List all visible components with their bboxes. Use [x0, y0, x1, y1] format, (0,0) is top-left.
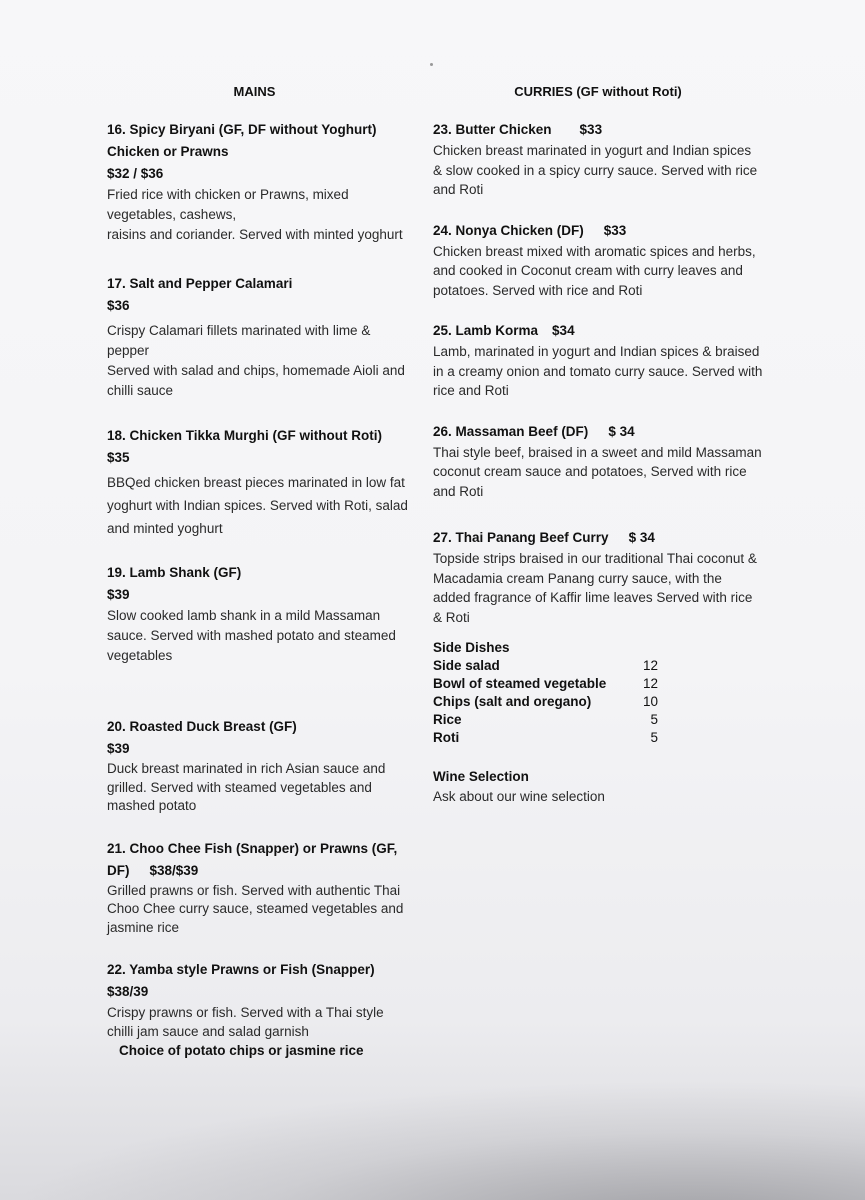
side-dish-price: 10	[642, 694, 658, 709]
side-dish-row	[433, 711, 660, 729]
item-description: Crispy prawns or fish. Served with a Thai style chilli jam sauce and salad garnish	[107, 1005, 384, 1039]
menu-item	[107, 273, 412, 401]
menu-item	[107, 562, 412, 666]
item-name	[107, 838, 412, 882]
item-price: $39	[107, 587, 130, 602]
item-description: BBQed chicken breast pieces marinated in low fat yoghurt with Indian spices. Served with Roti, salad and minted yoghurt	[107, 475, 408, 536]
wine-heading: Wine Selection	[433, 769, 529, 784]
side-dish-price: 5	[650, 730, 658, 745]
item-name	[433, 527, 763, 549]
side-dish-name: Rice	[433, 712, 462, 727]
item-description: Chicken breast marinated in yogurt and Indian spices & slow cooked in a spicy curry sauce. Served with rice and Roti	[433, 143, 758, 197]
menu-item	[433, 527, 763, 627]
item-description: Lamb, marinated in yogurt and Indian spices & braised in a creamy onion and tomato curry sauce. Served with rice and Roti	[433, 344, 763, 398]
curries-heading: CURRIES (GF without Roti)	[514, 84, 682, 99]
item-name	[433, 421, 763, 443]
item-description: Slow cooked lamb shank in a mild Massaman sauce. Served with mashed potato and steamed vegetables	[107, 608, 396, 663]
side-dish-name: Side salad	[433, 658, 500, 673]
item-name: 20. Roasted Duck Breast (GF)	[107, 719, 297, 734]
menu-item	[433, 119, 763, 200]
item-name-text: 27. Thai Panang Beef Curry	[433, 530, 609, 545]
menu-item	[433, 421, 763, 502]
item-price: $33	[603, 222, 627, 238]
side-dish-row	[433, 693, 660, 711]
photo-shadow	[0, 1080, 865, 1200]
item-description: Thai style beef, braised in a sweet and mild Massaman coconut cream sauce and potatoes, Served with rice and Roti	[433, 444, 762, 499]
curries-column	[433, 80, 763, 807]
item-description: Crispy Calamari fillets marinated with lime & pepper Served with salad and chips, homemade Aioli and chilli sauce	[107, 323, 405, 398]
side-dish-price: 5	[650, 712, 658, 727]
item-name	[433, 320, 763, 342]
side-dish-price: 12	[642, 676, 658, 691]
item-description: Topside strips braised in our traditional Thai coconut & Macadamia cream Panang curry sauce, with the added fragrance of Kaffir lime leaves Served with rice & Roti	[433, 551, 757, 625]
item-name-text: 21. Choo Chee Fish (Snapper) or Prawns (GF, DF)	[107, 840, 398, 878]
item-name	[433, 119, 763, 141]
mains-heading: MAINS	[233, 84, 276, 99]
menu-item	[433, 220, 763, 301]
side-dishes-heading: Side Dishes	[433, 640, 510, 655]
wine-section	[433, 767, 763, 807]
item-name: 16. Spicy Biryani (GF, DF without Yoghurt) Chicken or Prawns	[107, 122, 377, 159]
item-name-text: 24. Nonya Chicken (DF)	[433, 222, 584, 238]
menu-item	[107, 838, 412, 938]
side-dishes	[433, 639, 763, 747]
item-price: $33	[579, 122, 603, 137]
item-name-text: 26. Massaman Beef (DF)	[433, 423, 589, 439]
side-dish-price: 12	[642, 658, 658, 673]
item-name: 22. Yamba style Prawns or Fish (Snapper)	[107, 962, 375, 977]
item-name-text: 23. Butter Chicken	[433, 122, 552, 137]
item-name	[433, 220, 763, 242]
item-choice-note: Choice of potato chips or jasmine rice	[119, 1043, 364, 1058]
item-description: Duck breast marinated in rich Asian sauce and grilled. Served with steamed vegetables and mashed potato	[107, 761, 386, 813]
item-price: $ 34	[608, 423, 635, 439]
side-dish-name: Bowl of steamed vegetable	[433, 676, 607, 691]
menu-item	[107, 119, 412, 245]
item-description: Chicken breast mixed with aromatic spices and herbs, and cooked in Coconut cream with curry leaves and potatoes. Served with rice and Roti	[433, 243, 756, 298]
menu-item	[107, 959, 412, 1061]
item-name: 17. Salt and Pepper Calamari	[107, 276, 293, 291]
paper-speck	[430, 63, 433, 66]
item-price: $ 34	[628, 530, 655, 545]
menu-item	[107, 716, 412, 816]
menu-item	[433, 320, 763, 401]
item-name: 19. Lamb Shank (GF)	[107, 565, 242, 580]
side-dish-name: Chips (salt and oregano)	[433, 694, 592, 709]
item-name-text: 25. Lamb Korma	[433, 323, 539, 338]
mains-column	[107, 80, 412, 1083]
side-dish-row	[433, 657, 660, 675]
item-price: $39	[107, 741, 130, 756]
side-dish-row	[433, 729, 660, 747]
item-price: $32 / $36	[107, 166, 164, 181]
item-price: $38/39	[107, 984, 149, 999]
item-description: Fried rice with chicken or Prawns, mixed vegetables, cashews, raisins and coriander. Served with minted yoghurt	[107, 187, 403, 242]
item-description: Grilled prawns or fish. Served with authentic Thai Choo Chee curry sauce, steamed vegetables and jasmine rice	[107, 882, 404, 935]
side-dish-row	[433, 675, 660, 693]
side-dish-name: Roti	[433, 730, 460, 745]
menu-item	[107, 425, 412, 540]
item-price: $34	[552, 323, 575, 338]
item-price: $35	[107, 450, 130, 465]
item-price: $38/$39	[149, 862, 199, 878]
item-price: $36	[107, 298, 130, 313]
item-name: 18. Chicken Tikka Murghi (GF without Roti)	[107, 428, 383, 443]
wine-text: Ask about our wine selection	[433, 789, 605, 804]
